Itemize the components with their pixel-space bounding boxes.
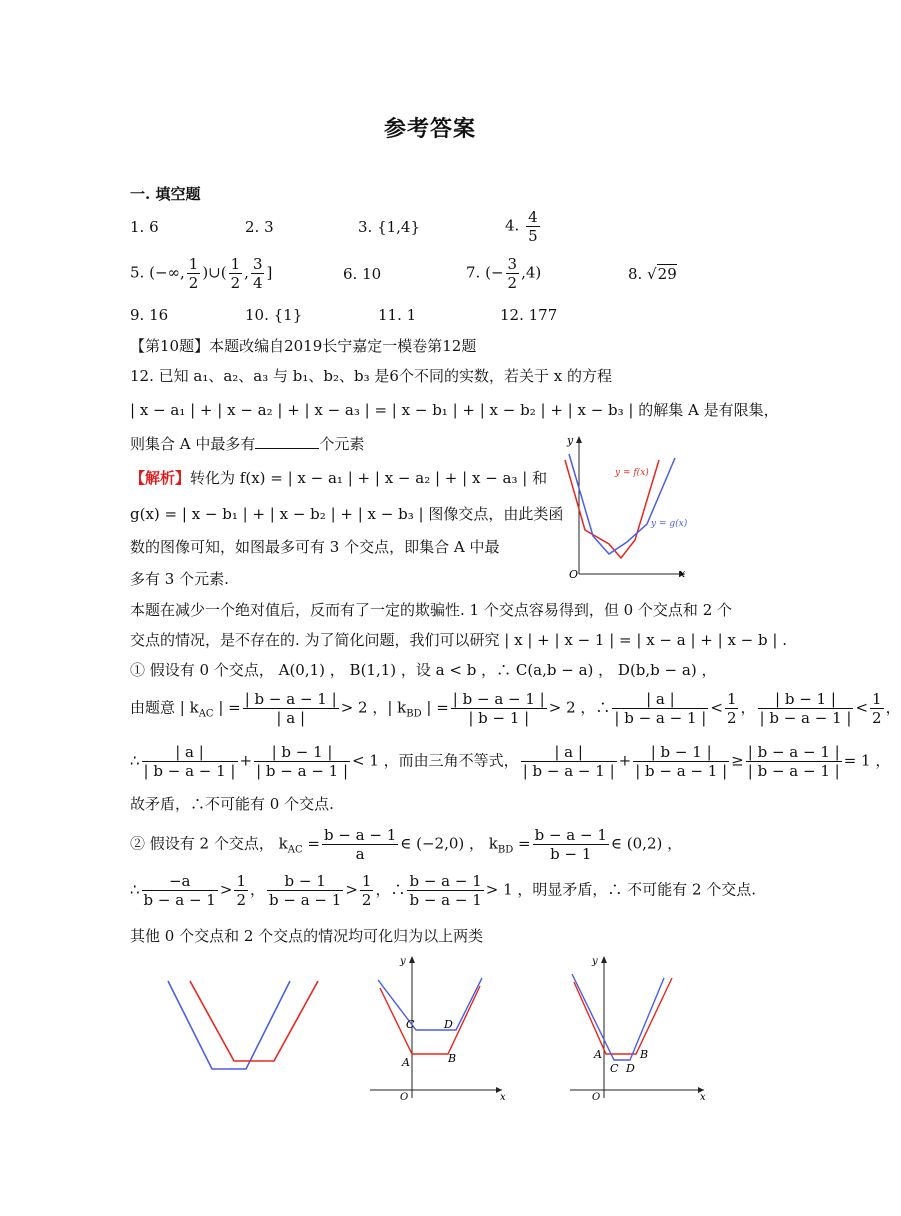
text: = <box>513 834 531 853</box>
fraction <box>187 255 201 292</box>
numerator: 1 <box>872 690 882 708</box>
denominator: b − 1 <box>550 845 592 863</box>
jiexi-line-3: 数的图像可知，如图最多可有 3 个交点，即集合 A 中最 <box>130 538 500 556</box>
fraction <box>322 826 398 863</box>
g-label: y = g(x) <box>651 519 688 529</box>
denominator: | b − a − 1 | <box>143 762 236 780</box>
fraction <box>234 872 248 909</box>
numerator: | b − a − 1 | <box>452 690 545 708</box>
fraction <box>533 826 609 863</box>
text: + <box>239 751 253 770</box>
fraction <box>746 743 842 780</box>
numerator: | b − a − 1 | <box>244 690 337 708</box>
denominator: 2 <box>236 891 246 909</box>
text: ，∴ <box>375 880 406 899</box>
f-label: y = f(x) <box>615 468 649 478</box>
figure-case-1 <box>362 948 517 1108</box>
numerator: 3 <box>252 255 263 273</box>
red-curve <box>380 986 480 1054</box>
red-curve <box>574 978 672 1054</box>
text: < 1 ，而由三角不等式， <box>352 751 519 770</box>
answer-7-label: 7. <box>466 263 481 282</box>
answer-5-part: , <box>244 263 249 282</box>
subscript: BD <box>497 844 514 856</box>
summary-line: 其他 0 个交点和 2 个交点的情况均可化归为以上两类 <box>130 927 484 945</box>
text: ， <box>740 698 756 717</box>
answer-5-part: (−∞, <box>149 263 185 282</box>
jiexi-text-1: 转化为 f(x) = | x − a₁ | + | x − a₂ | + | x − a₃ | 和 <box>190 469 548 487</box>
denominator: | b − a − 1 | <box>522 762 615 780</box>
numerator: b − a − 1 <box>409 872 482 890</box>
paragraph-1: 本题在减少一个绝对值后，反而有了一定的欺骗性. 1 个交点容易得到，但 0 个交点和 2 个 <box>130 601 733 619</box>
text: > <box>345 880 358 899</box>
blue-curve <box>378 978 482 1030</box>
label-C: C <box>610 1062 619 1075</box>
paragraph-2: 交点的情况，是不存在的. 为了简化问题，我们可以研究 | x | + | x − 1 | = | x − a | + | x − b | . <box>130 631 787 649</box>
y-axis-arrow <box>601 956 607 963</box>
denominator: | a | <box>276 709 305 727</box>
q10-note: 【第10题】本题改编自2019长宁嘉定一模卷第12题 <box>130 337 477 355</box>
answer-1: 1. 6 <box>130 218 159 236</box>
jiexi-line-2: g(x) = | x − b₁ | + | x − b₂ | + | x − b₃ | 图像交点，由此类函 <box>130 505 564 523</box>
text: 由题意 | k <box>130 698 199 717</box>
text: = 1 ， <box>843 751 891 770</box>
numerator: 1 <box>236 872 246 890</box>
fraction <box>633 743 729 780</box>
answer-6: 6. 10 <box>343 265 382 283</box>
blue-curve <box>572 974 664 1060</box>
sqrt-sign: √ <box>647 265 657 283</box>
answer-11: 11. 1 <box>378 306 417 324</box>
denominator: a <box>355 845 365 863</box>
answer-4-fraction <box>526 208 540 245</box>
fraction <box>612 690 708 727</box>
text: ∈ (0,2) ， <box>610 834 683 853</box>
text: = <box>302 834 320 853</box>
q10-statement-1: 12. 已知 a₁、a₂、a₃ 与 b₁、b₂、b₃ 是6个不同的实数，若关于 x 的方程 <box>130 367 612 385</box>
answer-7-part: (− <box>485 263 504 282</box>
numerator: | b − a − 1 | <box>747 743 840 761</box>
numerator: | a | <box>521 743 617 762</box>
text: > <box>219 880 233 899</box>
numerator: 1 <box>726 690 737 708</box>
page-title: 参考答案 <box>383 116 476 142</box>
denominator: 2 <box>507 274 518 292</box>
denominator: 4 <box>252 274 263 292</box>
denominator: b − a − 1 <box>409 891 482 909</box>
y-label: y <box>567 434 574 447</box>
denominator: 2 <box>872 709 882 727</box>
denominator: | b − a − 1 | <box>614 709 707 727</box>
label-D: D <box>444 1018 453 1031</box>
numerator: 1 <box>230 255 241 273</box>
q10-statement-3 <box>130 434 364 454</box>
answer-5-part: )∪( <box>202 263 227 282</box>
q10-statement-3b: 个元素 <box>319 435 365 453</box>
x-label: x <box>500 1092 506 1103</box>
numerator: 1 <box>361 872 372 890</box>
figure-case-2 <box>562 948 717 1108</box>
origin-label: O <box>569 568 579 581</box>
jiexi-line-1 <box>130 468 547 488</box>
subscript: AC <box>198 708 214 720</box>
text: ∴ <box>130 751 140 770</box>
text: | = <box>213 698 241 717</box>
text: > 1 ，明显矛盾，∴ 不可能有 2 个交点. <box>485 880 757 899</box>
numerator: 1 <box>188 255 199 273</box>
q10-statement-3a: 则集合 A 中最多有 <box>130 435 256 453</box>
text: | = <box>421 698 449 717</box>
answer-5-part: ] <box>266 263 273 282</box>
answer-7-part: ,4) <box>521 263 542 282</box>
numerator: | a | <box>142 743 238 762</box>
denominator: | b − 1 | <box>468 709 530 727</box>
red-curve <box>190 981 318 1061</box>
answer-4 <box>505 208 542 245</box>
jiexi-tag: 【解析】 <box>130 469 191 487</box>
text: ， <box>249 880 265 899</box>
text: > 2 ，| k <box>340 698 407 717</box>
fraction <box>142 872 218 909</box>
subscript: BD <box>406 708 422 720</box>
answer-3: 3. {1,4} <box>358 218 421 236</box>
denominator: 2 <box>361 891 372 909</box>
fraction <box>725 690 739 727</box>
answer-5-label: 5. <box>130 263 145 282</box>
y-axis-arrow <box>576 436 582 443</box>
numerator: b − a − 1 <box>323 826 397 844</box>
figure-fg-graphs <box>555 428 705 584</box>
numerator: 3 <box>507 255 518 273</box>
subscript: AC <box>287 844 303 856</box>
x-label: x <box>679 567 686 580</box>
numerator: b − a − 1 <box>534 826 607 844</box>
numerator: b − 1 <box>267 872 343 891</box>
label-C: C <box>406 1018 415 1031</box>
label-B: B <box>448 1052 457 1065</box>
answer-8 <box>628 264 677 284</box>
denominator: | b − a − 1 | <box>747 762 840 780</box>
answer-4-label: 4. <box>505 216 520 235</box>
numerator: | b − 1 | <box>758 690 854 709</box>
text: < <box>710 698 723 717</box>
blue-curve <box>168 981 290 1069</box>
figure-no-intersection <box>160 975 330 1075</box>
text: > 2 ，∴ <box>548 698 611 717</box>
text: ∈ (−2,0) ， k <box>400 834 498 853</box>
fraction <box>758 690 854 727</box>
answer-10: 10. {1} <box>245 306 303 324</box>
denominator: 5 <box>528 227 538 245</box>
fraction <box>142 743 238 780</box>
numerator: | b − 1 | <box>254 743 350 762</box>
sqrt-value: 29 <box>657 265 677 283</box>
fraction <box>506 255 520 292</box>
fraction <box>254 743 350 780</box>
text: + <box>618 751 632 770</box>
case-1-line-3 <box>130 743 890 780</box>
label-A: A <box>402 1056 410 1069</box>
answer-12: 12. 177 <box>500 306 558 324</box>
fraction <box>451 690 547 727</box>
numerator: | b − 1 | <box>633 743 729 762</box>
fraction <box>870 690 884 727</box>
y-label: y <box>592 956 598 967</box>
numerator: −a <box>142 872 218 891</box>
denominator: b − a − 1 <box>269 891 342 909</box>
y-label: y <box>400 956 406 967</box>
text: < <box>855 698 869 717</box>
denominator: | b − a − 1 | <box>759 709 852 727</box>
label-B: B <box>640 1048 649 1061</box>
case-1-conclusion: 故矛盾，∴不可能有 0 个交点. <box>130 795 334 813</box>
label-D: D <box>626 1062 635 1075</box>
fraction <box>521 743 617 780</box>
q10-statement-2: | x − a₁ | + | x − a₂ | + | x − a₃ | = | x − b₁ | + | x − b₂ | + | x − b₃ | 的解集 A 是有限集， <box>130 401 779 419</box>
text: ② 假设有 2 个交点， k <box>130 834 288 853</box>
answer-8-label: 8. <box>628 265 643 283</box>
case-2-line-1 <box>130 826 682 863</box>
answer-2: 2. 3 <box>245 218 274 236</box>
denominator: b − a − 1 <box>143 891 216 909</box>
origin-label: O <box>400 1092 409 1103</box>
numerator: 4 <box>528 208 538 226</box>
denominator: 2 <box>188 274 199 292</box>
denominator: 2 <box>230 274 241 292</box>
fraction <box>407 872 483 909</box>
case-1-line-1: ① 假设有 0 个交点， A(0,1) ， B(1,1) ，设 a < b ，∴ C(a,b − a) ， D(b,b − a) ， <box>130 661 717 679</box>
case-1-line-2 <box>130 690 901 727</box>
fraction <box>229 255 243 292</box>
text: ， <box>885 698 901 717</box>
fraction <box>251 255 265 292</box>
denominator: 2 <box>726 709 737 727</box>
text: ∴ <box>130 880 140 899</box>
answer-blank <box>255 434 319 449</box>
answer-7 <box>466 255 541 292</box>
label-A: A <box>594 1048 602 1061</box>
denominator: | b − a − 1 | <box>256 762 349 780</box>
case-2-line-2 <box>130 872 756 909</box>
jiexi-line-4: 多有 3 个元素. <box>130 570 229 588</box>
answer-9: 9. 16 <box>130 306 169 324</box>
text: ≥ <box>731 751 744 770</box>
answer-5 <box>130 255 272 292</box>
x-label: x <box>700 1092 706 1103</box>
numerator: | a | <box>612 690 708 709</box>
origin-label: O <box>592 1092 601 1103</box>
denominator: | b − a − 1 | <box>635 762 728 780</box>
fraction <box>360 872 374 909</box>
fraction <box>267 872 343 909</box>
section-heading: 一. 填空题 <box>130 185 201 203</box>
y-axis-arrow <box>409 956 415 963</box>
fraction <box>243 690 339 727</box>
